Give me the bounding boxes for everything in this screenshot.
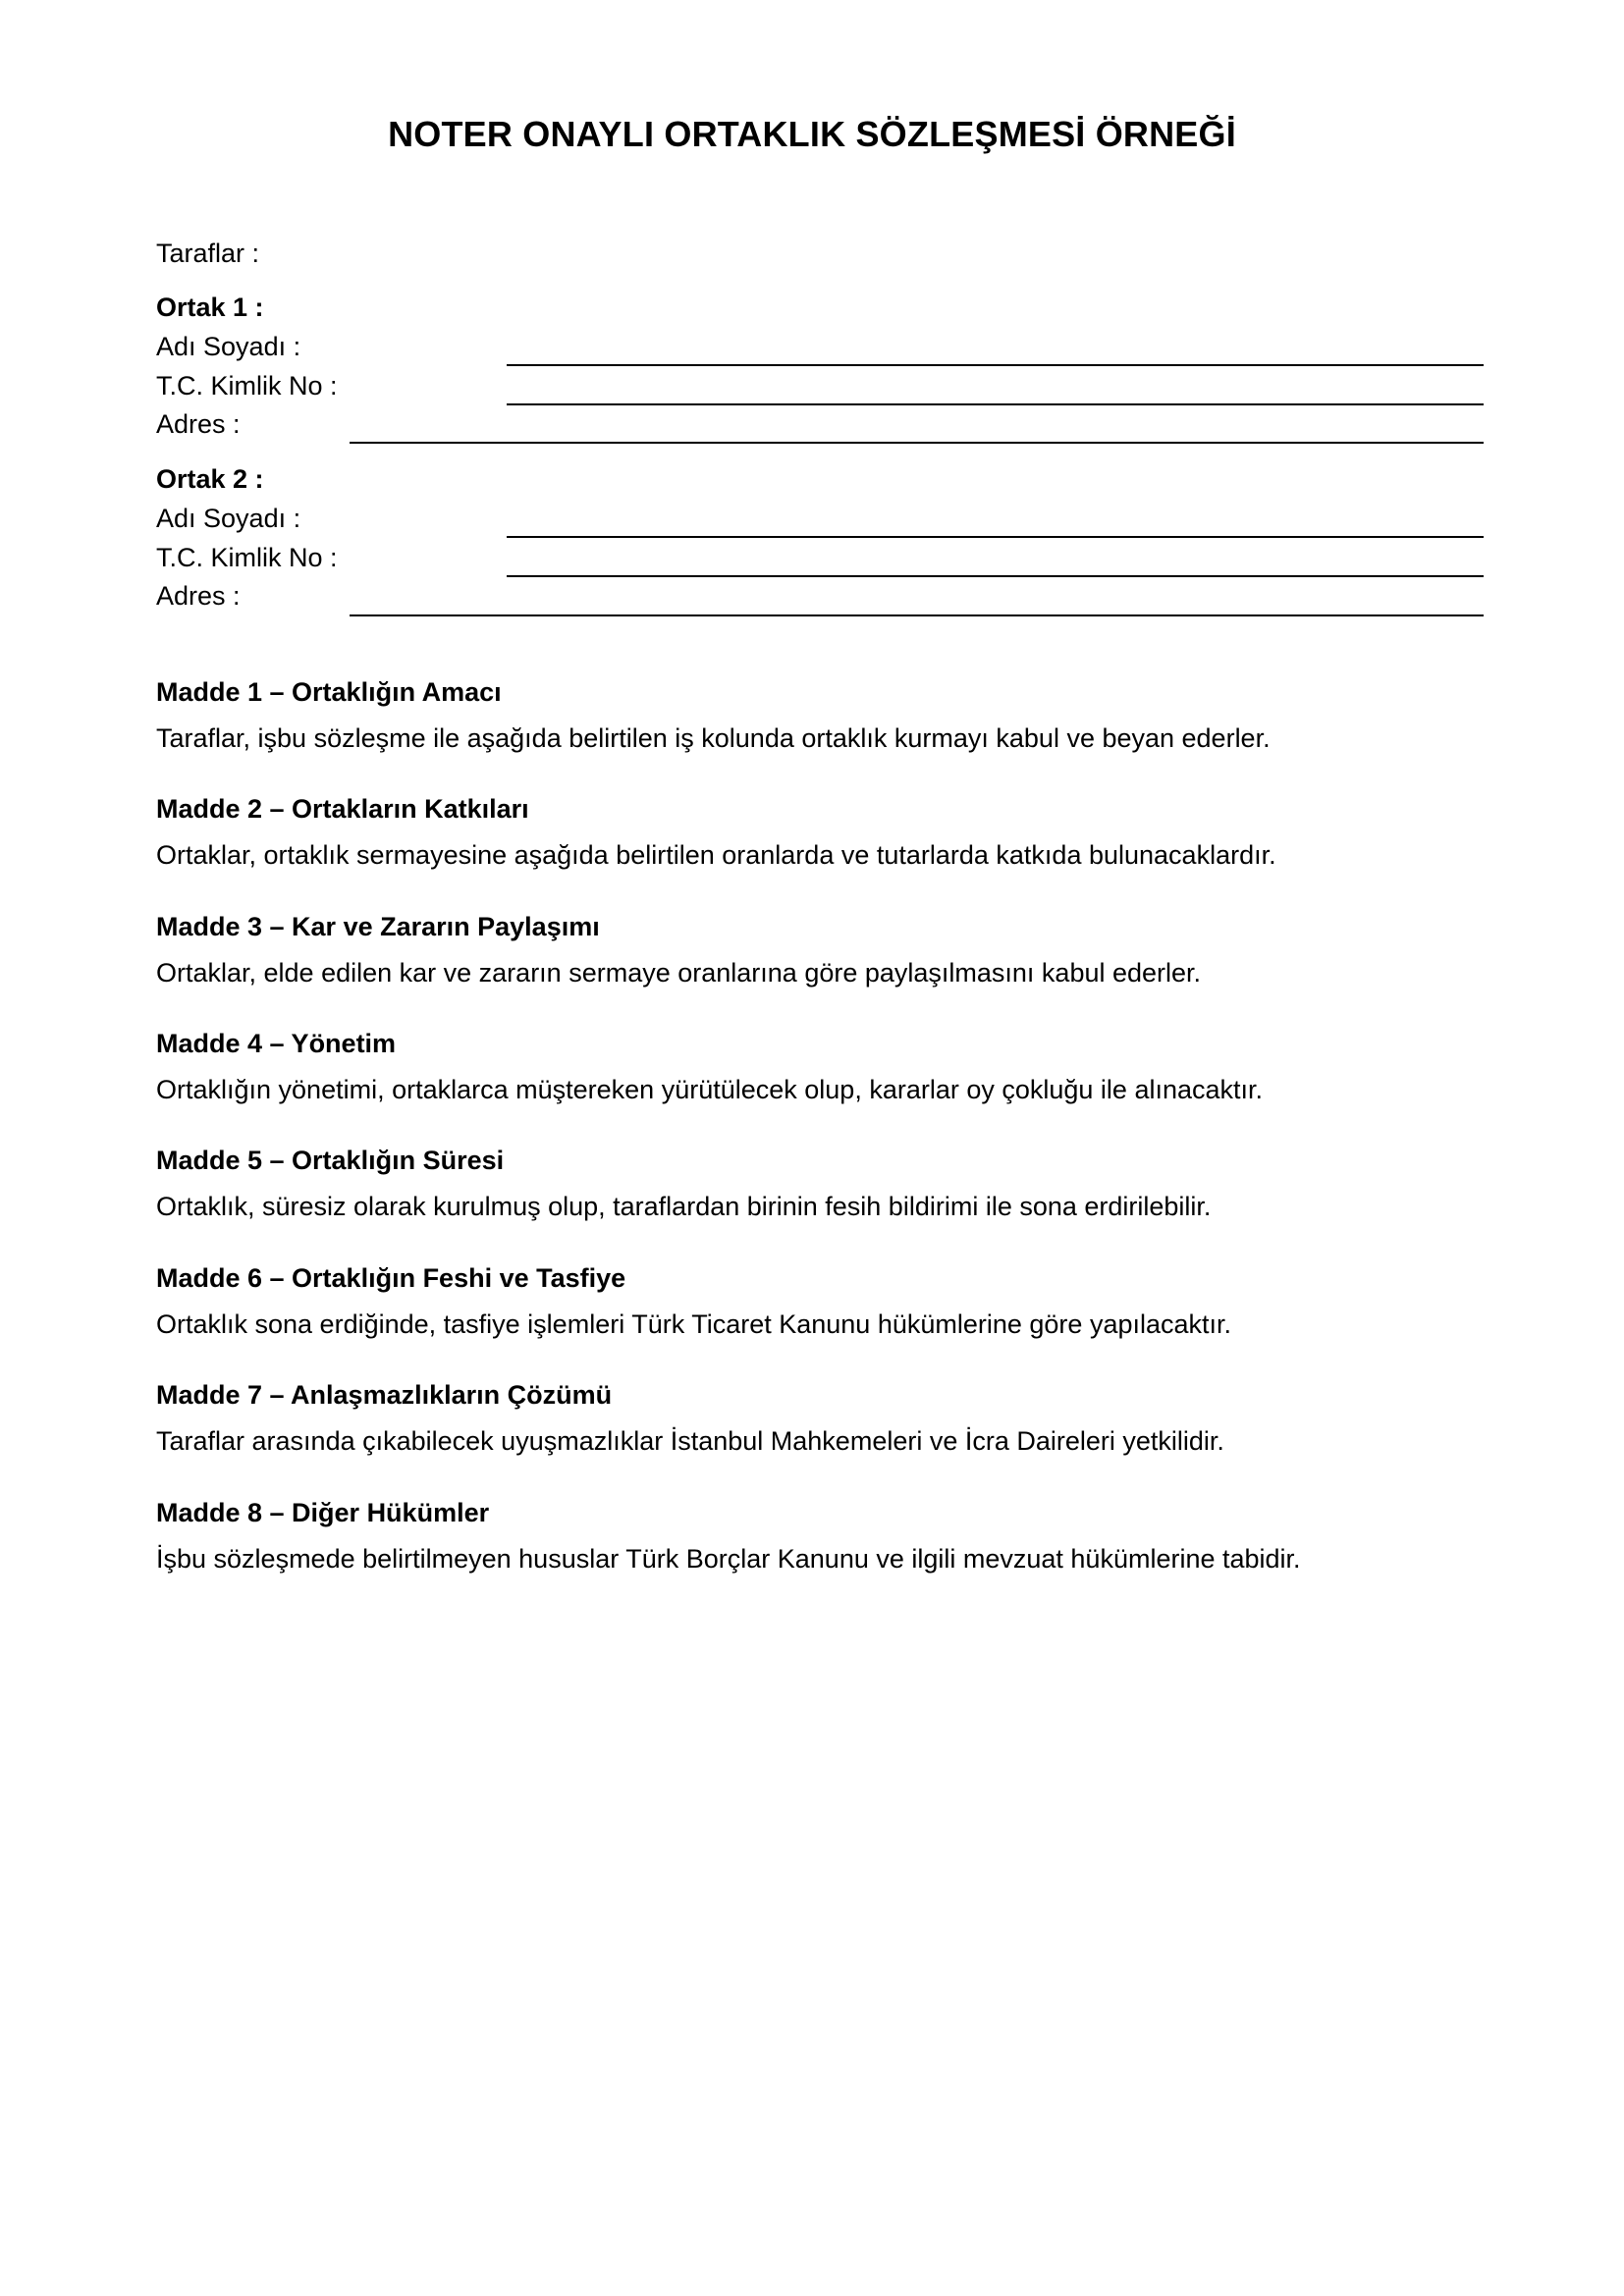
parties-label: Taraflar : [156,239,260,268]
partner-2-name-line [507,536,1484,538]
partner-2-address-line [350,614,1484,616]
document-title: NOTER ONAYLI ORTAKLIK SÖZLEŞMESİ ÖRNEĞİ [388,114,1236,154]
partner-1-address-label: Adres : [156,409,241,439]
article-1-heading: Madde 1 – Ortaklığın Amacı [156,677,502,707]
partner-1-name-line [507,364,1484,366]
article-4-heading: Madde 4 – Yönetim [156,1029,397,1058]
article-1-body: Taraflar, işbu sözleşme ile aşağıda belirtilen iş kolunda ortaklık kurmayı kabul ve beyan ederler. [156,723,1271,753]
article-2-body: Ortaklar, ortaklık sermayesine aşağıda belirtilen oranlarda ve tutarlarda katkıda bulunacaklardır. [156,840,1276,870]
partner-1-address-line [350,442,1484,444]
article-2-heading: Madde 2 – Ortakların Katkıları [156,794,529,824]
partner-1-id-label: T.C. Kimlik No : [156,371,338,400]
article-6-body: Ortaklık sona erdiğinde, tasfiye işlemleri Türk Ticaret Kanunu hükümlerine göre yapılacaktır. [156,1309,1232,1339]
article-8-heading: Madde 8 – Diğer Hükümler [156,1498,490,1527]
article-7-body: Taraflar arasında çıkabilecek uyuşmazlıklar İstanbul Mahkemeleri ve İcra Daireleri yetkilidir. [156,1426,1224,1456]
article-6-heading: Madde 6 – Ortaklığın Feshi ve Tasfiye [156,1263,626,1293]
article-8-body: İşbu sözleşmede belirtilmeyen hususlar Türk Borçlar Kanunu ve ilgili mevzuat hükümlerine tabidir. [156,1544,1301,1574]
partner-2-heading: Ortak 2 : [156,464,264,494]
partner-2-name-label: Adı Soyadı : [156,504,301,533]
partner-1-name-label: Adı Soyadı : [156,332,301,361]
partner-2-address-label: Adres : [156,581,241,611]
partner-1-heading: Ortak 1 : [156,293,264,322]
article-3-heading: Madde 3 – Kar ve Zararın Paylaşımı [156,912,600,941]
article-3-body: Ortaklar, elde edilen kar ve zararın sermaye oranlarına göre paylaşılmasını kabul ederler. [156,958,1202,988]
partner-2-id-label: T.C. Kimlik No : [156,543,338,572]
article-7-heading: Madde 7 – Anlaşmazlıkların Çözümü [156,1380,613,1410]
partner-2-id-line [507,575,1484,577]
article-5-body: Ortaklık, süresiz olarak kurulmuş olup, taraflardan birinin fesih bildirimi ile sona erdirilebilir. [156,1192,1212,1221]
article-5-heading: Madde 5 – Ortaklığın Süresi [156,1146,505,1175]
partner-1-id-line [507,403,1484,405]
article-4-body: Ortaklığın yönetimi, ortaklarca müştereken yürütülecek olup, kararlar oy çokluğu ile alınacaktır. [156,1075,1264,1104]
